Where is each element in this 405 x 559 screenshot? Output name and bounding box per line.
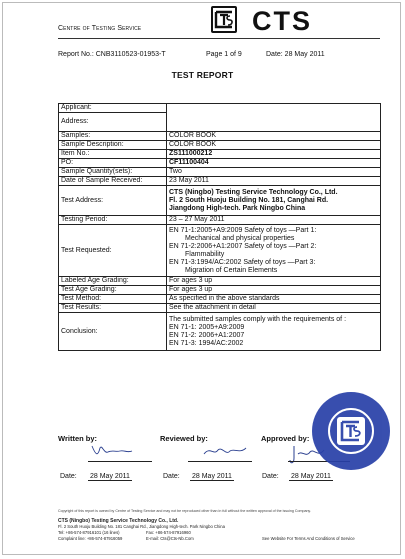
- written-date: 28 May 2011: [90, 473, 130, 480]
- test-requested-line: Mechanical and physical properties: [185, 234, 295, 242]
- reviewed-date-label: Date:: [163, 473, 180, 480]
- writer-signature-line: [88, 461, 152, 462]
- item-no-label: Item No.:: [59, 150, 167, 159]
- header-divider: [58, 38, 380, 39]
- written-by-label: Written by:: [58, 434, 98, 443]
- cts-logo-icon: [211, 6, 237, 33]
- test-address-line: CTS (Ningbo) Testing Service Technology Co., Ltd.: [169, 188, 338, 196]
- table-row: [59, 168, 381, 177]
- test-requested-line: EN 71-1:2005+A9:2009 Safety of toys —Part 1:: [169, 226, 317, 234]
- report-title: TEST REPORT: [171, 70, 234, 80]
- testing-period-value: 23 – 27 May 2011: [167, 216, 381, 225]
- test-requested-line: Migration of Certain Elements: [185, 266, 278, 274]
- test-requested-line: Flammability: [185, 250, 225, 258]
- sample-quantity-label: Sample Quantity(sets):: [59, 168, 167, 177]
- approved-date: 28 May 2011: [291, 473, 331, 480]
- footer-fax: Fax: +86-574-87916960: [146, 530, 191, 535]
- conclusion-label: Conclusion:: [59, 313, 167, 351]
- applicant-label: Applicant:: [59, 104, 167, 113]
- samples-value: COLOR BOOK: [167, 132, 381, 141]
- conclusion-line: EN 71-1: 2005+A9:2009: [169, 323, 245, 331]
- date-received-label: Date of Sample Received:: [59, 177, 167, 186]
- table-row: [59, 313, 381, 351]
- table-row: [59, 159, 381, 168]
- sample-quantity-value: Two: [167, 168, 381, 177]
- table-row: [59, 216, 381, 225]
- report-number: Report No.: CNB3110523-01953-T: [58, 51, 166, 58]
- footer-complaint: Complaint line: +86-574-87916059: [58, 536, 123, 541]
- footer-terms: See Website For Terms And Conditions of Service: [262, 536, 355, 541]
- test-method-label: Test Method:: [59, 295, 167, 304]
- conclusion-line: EN 71-3: 1994/AC:2002: [169, 339, 244, 347]
- report-date: Date: 28 May 2011: [266, 51, 325, 58]
- po-label: PO:: [59, 159, 167, 168]
- sample-description-label: Sample Description:: [59, 141, 167, 150]
- reviewed-by-label: Reviewed by:: [160, 434, 208, 443]
- approved-date-label: Date:: [262, 473, 279, 480]
- footer-tel: Tel: +86-574-87916101 (16 lines): [58, 530, 120, 535]
- report-table: [58, 103, 381, 351]
- po-value: CF11100404: [167, 159, 381, 168]
- date-received-value: 23 May 2011: [167, 177, 381, 186]
- table-row: [59, 132, 381, 141]
- table-row: [59, 104, 381, 113]
- footer-company: CTS (Ningbo) Testing Service Technology Co., Ltd.: [58, 518, 179, 524]
- table-row: [59, 141, 381, 150]
- page-number: Page 1 of 9: [206, 51, 242, 58]
- reviewed-date: 28 May 2011: [192, 473, 232, 480]
- table-row: [59, 177, 381, 186]
- test-method-value: As specified in the above standards: [167, 295, 381, 304]
- footer-email: E-mail: Cts@Cts-Nb.Com: [146, 536, 194, 541]
- item-no-value: ZS111000212: [167, 150, 381, 159]
- written-date-label: Date:: [60, 473, 77, 480]
- writer-signature: [88, 442, 136, 460]
- test-results-label: Test Results:: [59, 304, 167, 313]
- table-row: [59, 186, 381, 216]
- testing-period-label: Testing Period:: [59, 216, 167, 225]
- table-row: [59, 277, 381, 286]
- reviewer-signature-line: [188, 461, 252, 462]
- test-address-value: [167, 186, 381, 216]
- labeled-age-label: Labeled Age Grading:: [59, 277, 167, 286]
- conclusion-line: EN 71-2: 2006+A1:2007: [169, 331, 245, 339]
- test-address-label: Test Address:: [59, 186, 167, 216]
- seal-cts-logo-icon: [337, 417, 365, 445]
- test-requested-line: EN 71-3:1994/AC:2002 Safety of toys —Part 3:: [169, 258, 316, 266]
- table-row: [59, 150, 381, 159]
- sample-description-value: COLOR BOOK: [167, 141, 381, 150]
- copyright-notice: Copyright of this report is owned by Centre of Testing Service and may not be reproduced other than in full without the written approval of the issuing Company.: [58, 509, 311, 513]
- test-results-value: See the attachment in detail: [167, 304, 381, 313]
- approved-by-label: Approved by:: [261, 434, 310, 443]
- reviewer-signature: [200, 442, 250, 460]
- test-requested-line: EN 71-2:2006+A1:2007 Safety of toys —Part 2:: [169, 242, 317, 250]
- test-address-line: Jiangdong High-tech. Park Ningbo China: [169, 204, 306, 212]
- samples-label: Samples:: [59, 132, 167, 141]
- address-label: Address:: [59, 113, 167, 132]
- labeled-age-value: For ages 3 up: [167, 277, 381, 286]
- testing-centre-name: Centre of Testing Service: [58, 25, 142, 32]
- table-row: [59, 286, 381, 295]
- table-row: [59, 304, 381, 313]
- test-age-label: Test Age Grading:: [59, 286, 167, 295]
- test-age-value: For ages 3 up: [167, 286, 381, 295]
- conclusion-value: [167, 313, 381, 351]
- table-row: [59, 225, 381, 277]
- test-requested-value: [167, 225, 381, 277]
- company-seal-icon: [312, 392, 390, 470]
- test-requested-label: Test Requested:: [59, 225, 167, 277]
- test-address-line: Fl. 2 South Huoju Building No. 181, Canghai Rd.: [169, 196, 329, 204]
- conclusion-line: The submitted samples comply with the requirements of :: [169, 315, 347, 323]
- table-row: [59, 295, 381, 304]
- applicant-value: [167, 104, 381, 132]
- cts-logo-text: CTS: [252, 6, 312, 36]
- footer-address: Fl. 2 South Huoju Building No. 181 Canghai Rd., Jiangdong High-tech. Park Ningbo China: [58, 524, 225, 529]
